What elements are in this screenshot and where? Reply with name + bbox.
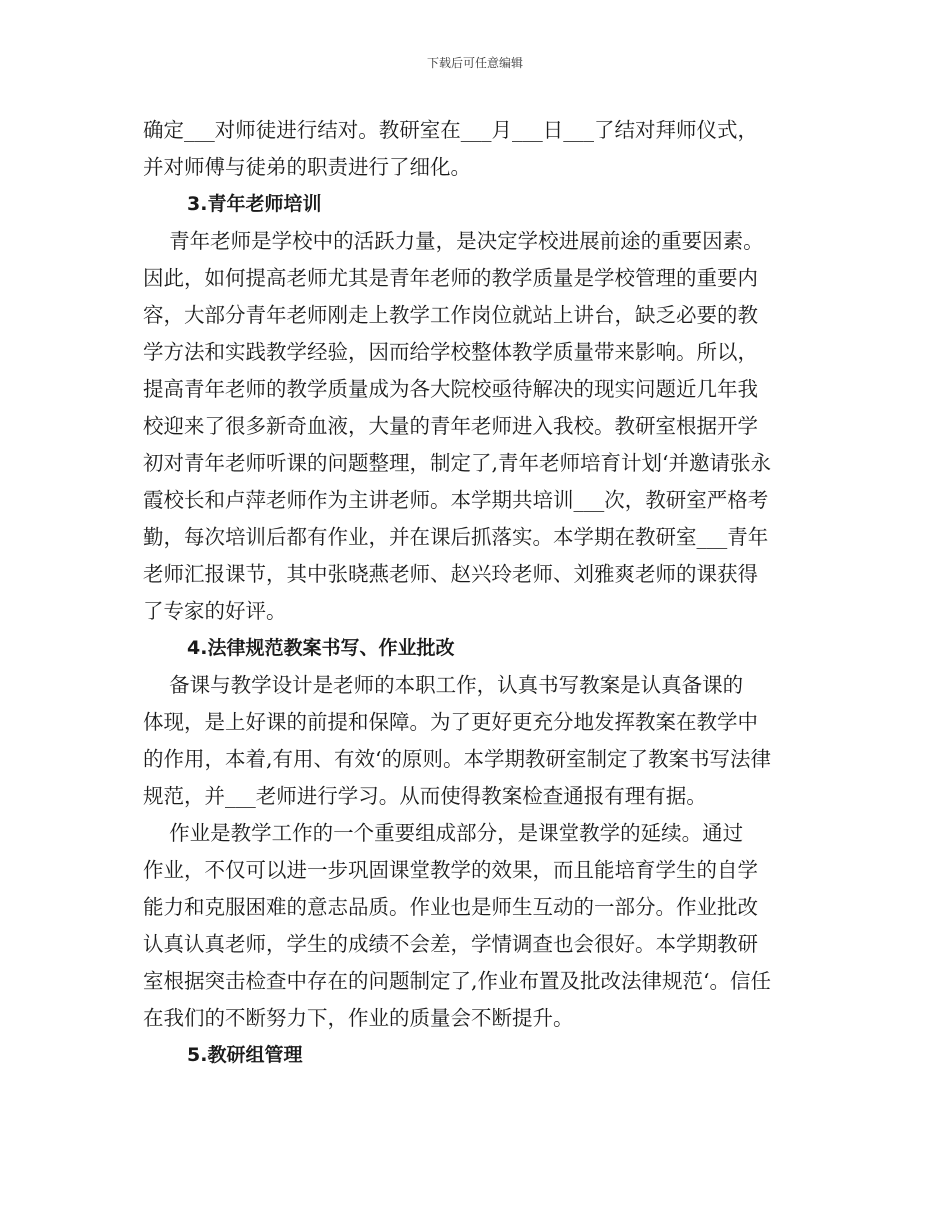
text-line: 室根据突击检查中存在的问题制定了,作业布置及批改法律规范‘。信任 xyxy=(143,969,772,993)
text-line: 校迎来了很多新奇血液，大量的青年老师进入我校。教研室根据开学 xyxy=(143,414,758,438)
text-line: 能力和克服困难的意志品质。作业也是师生互动的一部分。作业批改 xyxy=(143,895,758,919)
text-line: 霞校长和卢萍老师作为主讲老师。本学期共培训___次，教研室严格考 xyxy=(143,488,769,512)
text-line: 规范，并___老师进行学习。从而使得教案检查通报有理有据。 xyxy=(143,784,707,808)
text-line: 在我们的不断努力下，作业的质量会不断提升。 xyxy=(143,1006,574,1030)
page-header: 下载后可任意编辑 xyxy=(426,56,523,70)
section-heading: 5.教研组管理 xyxy=(187,1044,303,1066)
text-line: 体现，是上好课的前提和保障。为了更好更充分地发挥教案在教学中 xyxy=(143,710,758,734)
text-line: 勤，每次培训后都有作业，并在课后抓落实。本学期在教研室___青年 xyxy=(143,525,769,549)
text-line: 初对青年老师听课的问题整理，制定了,青年老师培育计划‘并邀请张永 xyxy=(143,451,772,475)
document-body xyxy=(143,112,823,1074)
text-line: 学方法和实践教学经验，因而给学校整体教学质量带来影响。所以， xyxy=(143,340,758,364)
text-line: 的作用，本着,有用、有效‘的原则。本学期教研室制定了教案书写法律 xyxy=(143,747,772,771)
text-line: 青年老师是学校中的活跃力量，是决定学校进展前途的重要因素。 xyxy=(143,229,764,253)
text-line: 并对师傅与徒弟的职责进行了细化。 xyxy=(143,155,471,179)
text-line: 容，大部分青年老师刚走上教学工作岗位就站上讲台，缺乏必要的教 xyxy=(143,303,758,327)
text-line: 老师汇报课节，其中张晓燕老师、赵兴玲老师、刘雅爽老师的课获得 xyxy=(143,562,758,586)
text-line: 确定___对师徒进行结对。教研室在___月___日___了结对拜师仪式， xyxy=(143,118,758,142)
text-line: 作业，不仅可以进一步巩固课堂教学的效果，而且能培育学生的自学 xyxy=(143,858,758,882)
text-line: 因此，如何提高老师尤其是青年老师的教学质量是学校管理的重要内 xyxy=(143,266,758,290)
text-line: 认真认真老师，学生的成绩不会差，学情调查也会很好。本学期教研 xyxy=(143,932,758,956)
text-line: 了专家的好评。 xyxy=(143,599,287,623)
section-heading: 3.青年老师培训 xyxy=(187,193,322,215)
text-line: 备课与教学设计是老师的本职工作，认真书写教案是认真备课的 xyxy=(143,673,744,697)
section-heading: 4.法律规范教案书写、作业批改 xyxy=(187,637,455,659)
text-line: 提高青年老师的教学质量成为各大院校亟待解决的现实问题近几年我 xyxy=(143,377,758,401)
text-line: 作业是教学工作的一个重要组成部分，是课堂教学的延续。通过 xyxy=(143,821,744,845)
